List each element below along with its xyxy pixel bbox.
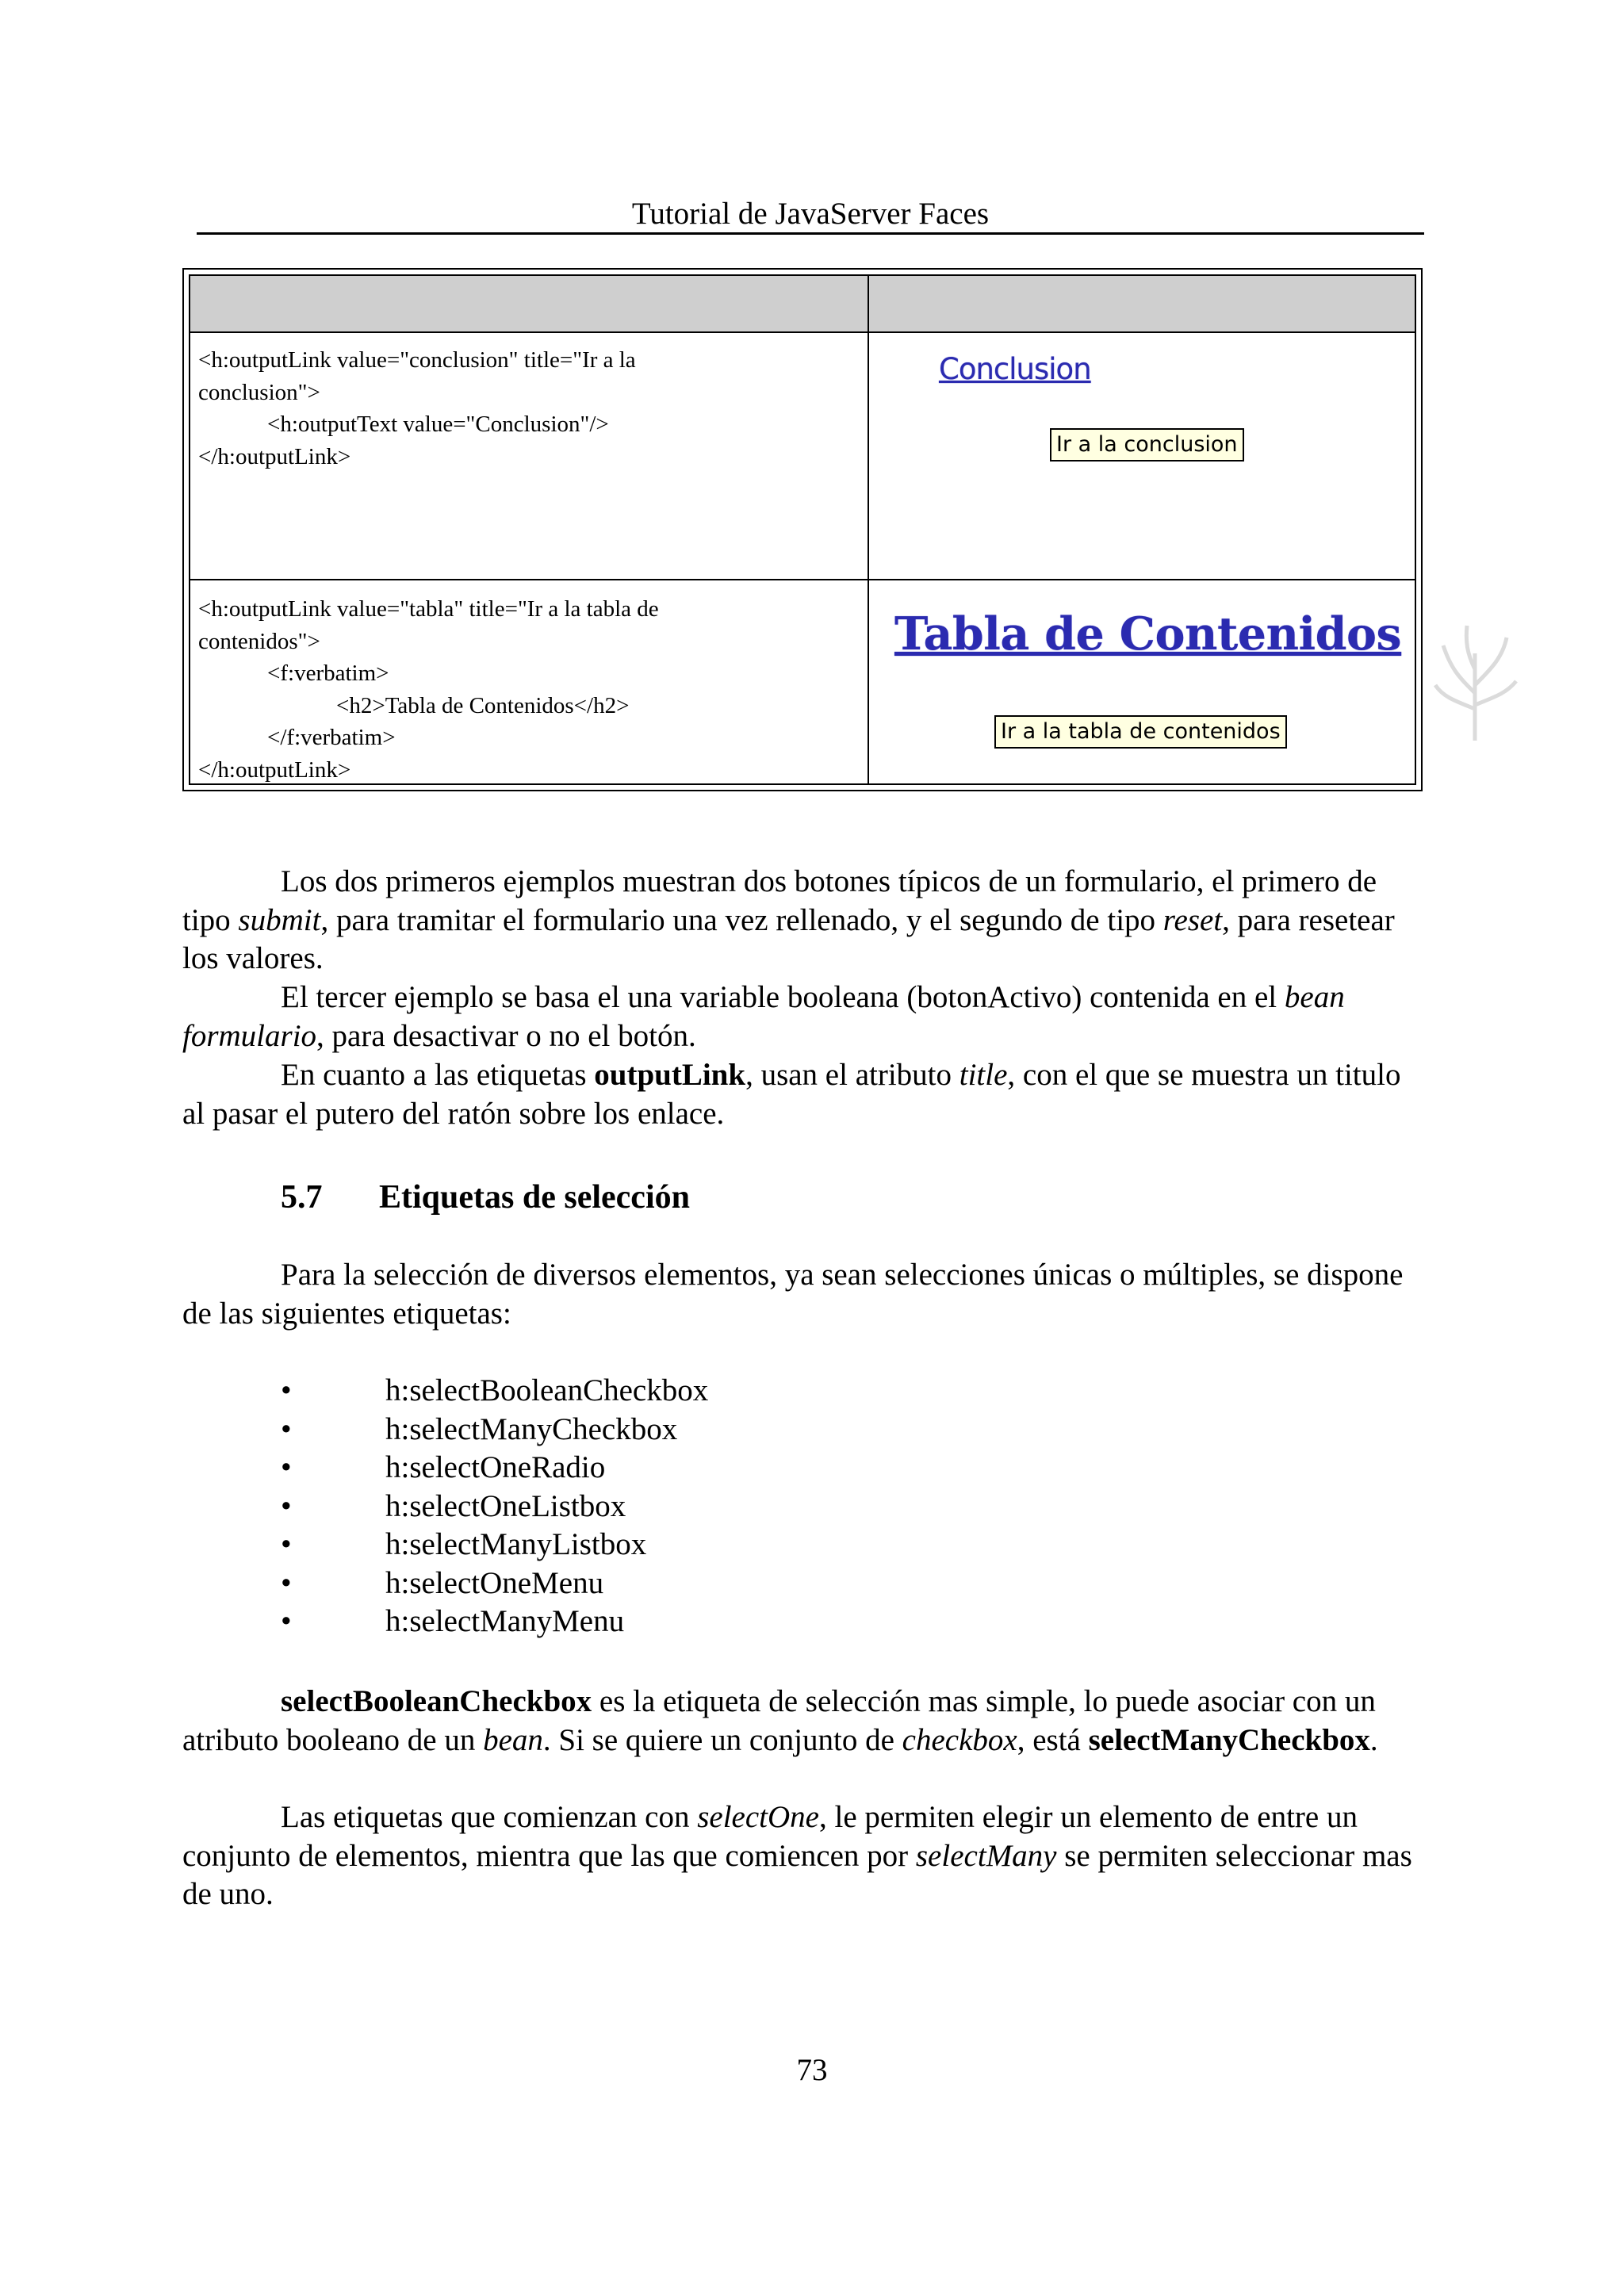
header-rule — [197, 232, 1424, 235]
preview-link-conclusion[interactable]: Conclusion — [939, 352, 1091, 386]
preview-tooltip-conclusion: Ir a la conclusion — [1050, 428, 1244, 461]
table-column-divider — [868, 276, 869, 783]
paragraph-tercer-ejemplo: El tercer ejemplo se basa el una variable booleana (botonActivo) contenida en el bean formulario, para desactivar o no el botón. — [182, 980, 1345, 1053]
page-number: 73 — [796, 2053, 828, 2087]
paragraph-outputlink: En cuanto a las etiquetas outputLink, usan el atributo title, con el que se muestra un titulo al pasar el putero del ratón sobre los enlace. — [182, 1058, 1401, 1131]
table-header-row — [190, 276, 1415, 333]
selection-tags-list — [281, 1372, 708, 1641]
section-title: Etiquetas de selección — [379, 1179, 690, 1216]
preview-link-tabla-de-contenidos[interactable]: Tabla de Contenidos — [894, 607, 1402, 661]
list-item: • h:selectBooleanCheckbox — [281, 1373, 709, 1407]
paragraph-selectbooleancheckbox: selectBooleanCheckbox es la etiqueta de selección mas simple, lo puede asociar con un atributo booleano de un bean. Si se quiere un conjunto de checkbox, está selectManyCheckbox. — [182, 1684, 1378, 1757]
list-item: • h:selectOneListbox — [281, 1488, 626, 1523]
table-row-divider — [190, 579, 1415, 580]
list-item: • h:selectOneMenu — [281, 1565, 604, 1600]
paragraph-selectone-selectmany: Las etiquetas que comienzan con selectOne, le permiten elegir un elemento de entre un conjunto de elementos, mientra que las que comiencen por selectMany se permiten seleccionar mas de uno. — [182, 1800, 1412, 1911]
list-item: • h:selectOneRadio — [281, 1450, 606, 1484]
paragraph-seleccion-intro: Para la selección de diversos elementos, ya sean selecciones únicas o múltiples, se dispone de las siguientes etiquetas: — [182, 1258, 1404, 1331]
paragraph-botones: Los dos primeros ejemplos muestran dos botones típicos de un formulario, el primero de tipo submit, para tramitar el formulario una vez rellenado, y el segundo de tipo reset, para resetear los valores. — [182, 864, 1395, 975]
examples-table — [182, 268, 1423, 791]
section-heading — [281, 1175, 690, 1220]
plant-watermark-icon — [1427, 622, 1522, 741]
page-header: Tutorial de JavaServer Faces — [631, 197, 990, 231]
list-item: • h:selectManyMenu — [281, 1604, 625, 1638]
examples-table-inner — [189, 274, 1416, 785]
code-cell-outputlink-conclusion: <h:outputLink value="conclusion" title="Ir a la conclusion"> <h:outputText value="Conclusion"/> </h:outputLink> — [198, 347, 636, 469]
list-item: • h:selectManyListbox — [281, 1527, 647, 1561]
code-cell-outputlink-tabla: <h:outputLink value="tabla" title="Ir a la tabla de contenidos"> <f:verbatim> <h2>Tabla de Contenidos</h2> </f:verbatim> </h:outputLink> — [198, 596, 659, 783]
preview-tooltip-tabla: Ir a la tabla de contenidos — [994, 715, 1287, 749]
section-number: 5.7 — [281, 1179, 323, 1216]
list-item: • h:selectManyCheckbox — [281, 1411, 678, 1446]
